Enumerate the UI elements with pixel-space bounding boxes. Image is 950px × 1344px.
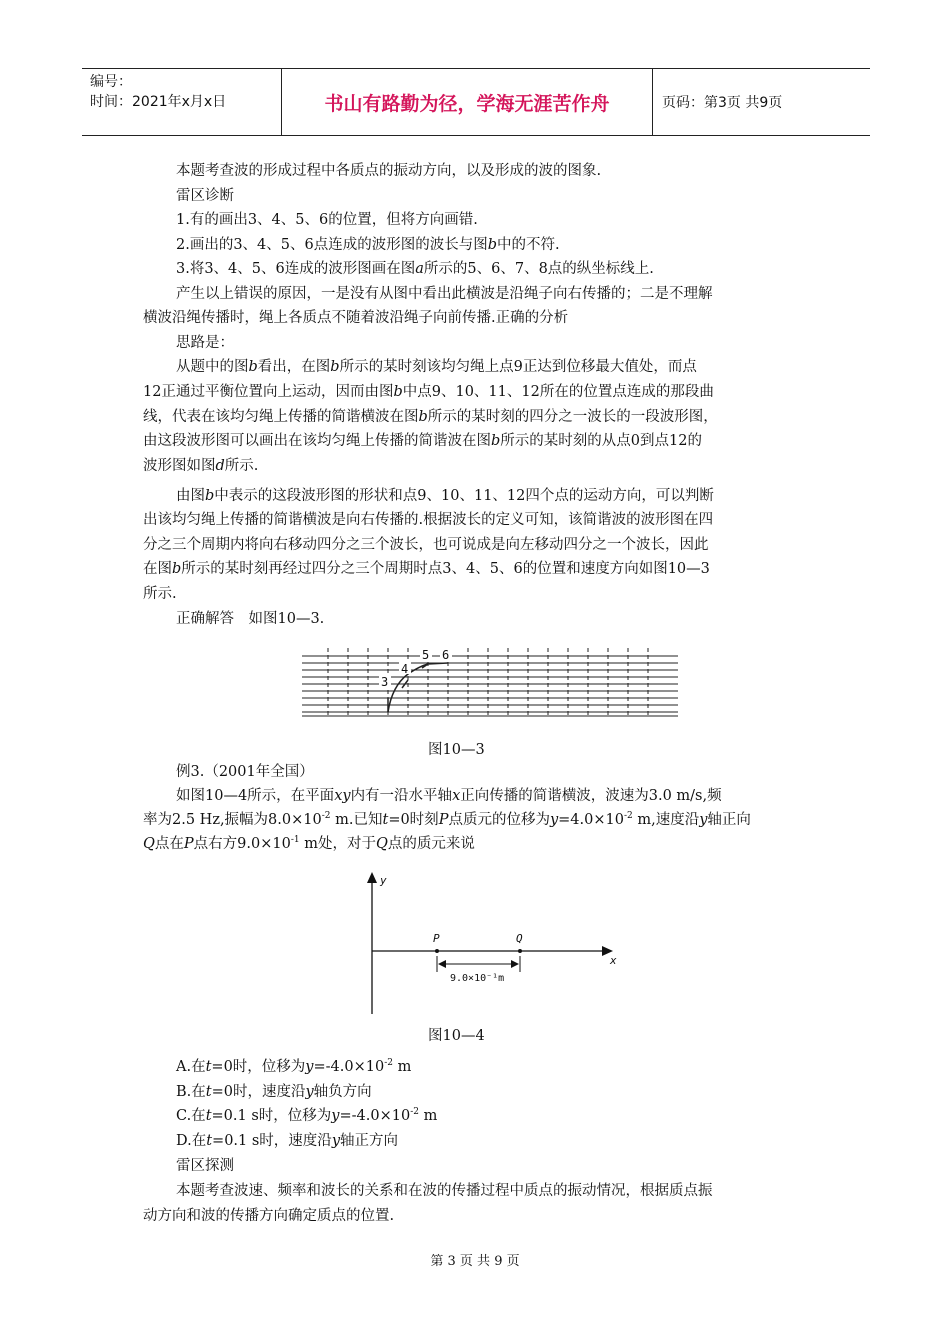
page-footer: 第 3 页 共 9 页 xyxy=(430,1254,520,1269)
figure-caption: 图10—4 xyxy=(428,1028,485,1044)
paragraph: 产生以上错误的原因，一是没有从图中看出此横波是沿绳子向右传播的；二是不理解 xyxy=(176,286,713,302)
point-label-4: 4 xyxy=(401,662,409,676)
question: Q点在P点右方$9.0\times 10^{-1}$ m处，对于Q点的质元来说 xyxy=(143,835,475,852)
distance-label: 9.0×10⁻¹m xyxy=(450,973,505,984)
section-heading: 雷区诊断 xyxy=(176,188,234,204)
paragraph: 所示. xyxy=(143,586,177,602)
figure-10-4 xyxy=(355,868,630,1020)
p-label: P xyxy=(433,932,440,945)
section-heading: 雷区探测 xyxy=(176,1158,234,1174)
paragraph: 由图b中表示的这段波形图的形状和点9、10、11、12四个点的运动方向，可以判断 xyxy=(176,488,714,504)
figure-caption: 图10—3 xyxy=(428,742,485,758)
paragraph: 动方向和波的传播方向确定质点的位置. xyxy=(143,1208,395,1224)
paragraph: 本题考查波速、频率和波长的关系和在波的传播过程中质点的振动情况，根据质点振 xyxy=(176,1183,713,1199)
y-axis-label: y xyxy=(380,874,387,887)
header-motto: 书山有路勤为径，学海无涯苦作舟 xyxy=(282,69,653,135)
page-header xyxy=(82,68,870,136)
paragraph: 本题考查波的形成过程中各质点的振动方向，以及形成的波的图象. xyxy=(176,163,602,179)
option-d: D.在t=0.1 s时，速度沿y轴正方向 xyxy=(176,1133,399,1149)
option-c: C.在t=0.1 s时，位移为$y=-4.0\times 10^{-2}$ m xyxy=(176,1107,438,1124)
x-axis-label: x xyxy=(610,954,617,967)
point-q xyxy=(518,949,522,953)
paragraph: 出该均匀绳上传播的简谐横波是向右传播的.根据波长的定义可知，该简谐波的波形图在四 xyxy=(143,512,714,528)
paragraph: 分之三个周期内将向右移动四分之三个波长，也可说成是向左移动四分之一个波长，因此 xyxy=(143,537,709,553)
header-date: 时间：2021年x月x日 xyxy=(90,94,227,110)
paragraph: 线，代表在该均匀绳上传播的简谐横波在图b所示的某时刻的四分之一波长的一段波形图， xyxy=(143,409,718,425)
option-b: B.在t=0时，速度沿y轴负方向 xyxy=(176,1084,372,1100)
point-label-5: 5 xyxy=(422,648,430,662)
paragraph: 思路是： xyxy=(176,335,234,351)
paragraph: 正确解答 如图10—3. xyxy=(176,611,325,627)
figure-10-3 xyxy=(300,646,680,718)
paragraph: 从题中的图b看出，在图b所示的某时刻该均匀绳上点9正达到位移最大值处，而点 xyxy=(176,359,697,375)
paragraph: 在图b所示的某时刻再经过四分之三个周期时点3、4、5、6的位置和速度方向如图10—3 xyxy=(143,561,710,577)
header-meta xyxy=(82,69,282,135)
paragraph: 波形图如图d所示. xyxy=(143,458,259,474)
point-p xyxy=(435,949,439,953)
example-heading: 例3.（2001年全国） xyxy=(176,764,314,780)
q-label: Q xyxy=(516,932,523,945)
option-a: A.在t=0时，位移为$y=-4.0\times 10^{-2}$ m xyxy=(176,1058,412,1075)
point-label-3: 3 xyxy=(381,675,389,689)
question: 率为2.5 Hz,振幅为$8.0\times 10^{-2}$ m.已知t=0时刻P点质元的位移为$y=4.0\times 10^{-2}$ m,速度沿y轴正向 xyxy=(143,811,751,828)
point-label-6: 6 xyxy=(442,648,450,662)
header-number: 编号： xyxy=(90,74,132,90)
question: 如图10—4所示，在平面xy内有一沿水平轴x正向传播的简谐横波，波速为3.0 m/s,频 xyxy=(176,788,722,804)
header-page: 页码：第3页 共9页 xyxy=(662,95,783,111)
paragraph: 由这段波形图可以画出在该均匀绳上传播的简谐波在图b所示的某时刻的从点0到点12的 xyxy=(143,433,702,449)
paragraph: 12正通过平衡位置向上运动，因而由图b中点9、10、11、12所在的位置点连成的那段曲 xyxy=(143,384,714,400)
paragraph: 3.将3、4、5、6连成的波形图画在图a所示的5、6、7、8点的纵坐标线上. xyxy=(176,261,654,277)
paragraph: 1.有的画出3、4、5、6的位置，但将方向画错. xyxy=(176,212,478,228)
y-axis-arrow xyxy=(367,872,377,883)
paragraph: 2.画出的3、4、5、6点连成的波形图的波长与图b中的不符. xyxy=(176,237,560,253)
paragraph: 横波沿绳传播时，绳上各质点不随着波沿绳子向前传播.正确的分析 xyxy=(143,310,569,326)
